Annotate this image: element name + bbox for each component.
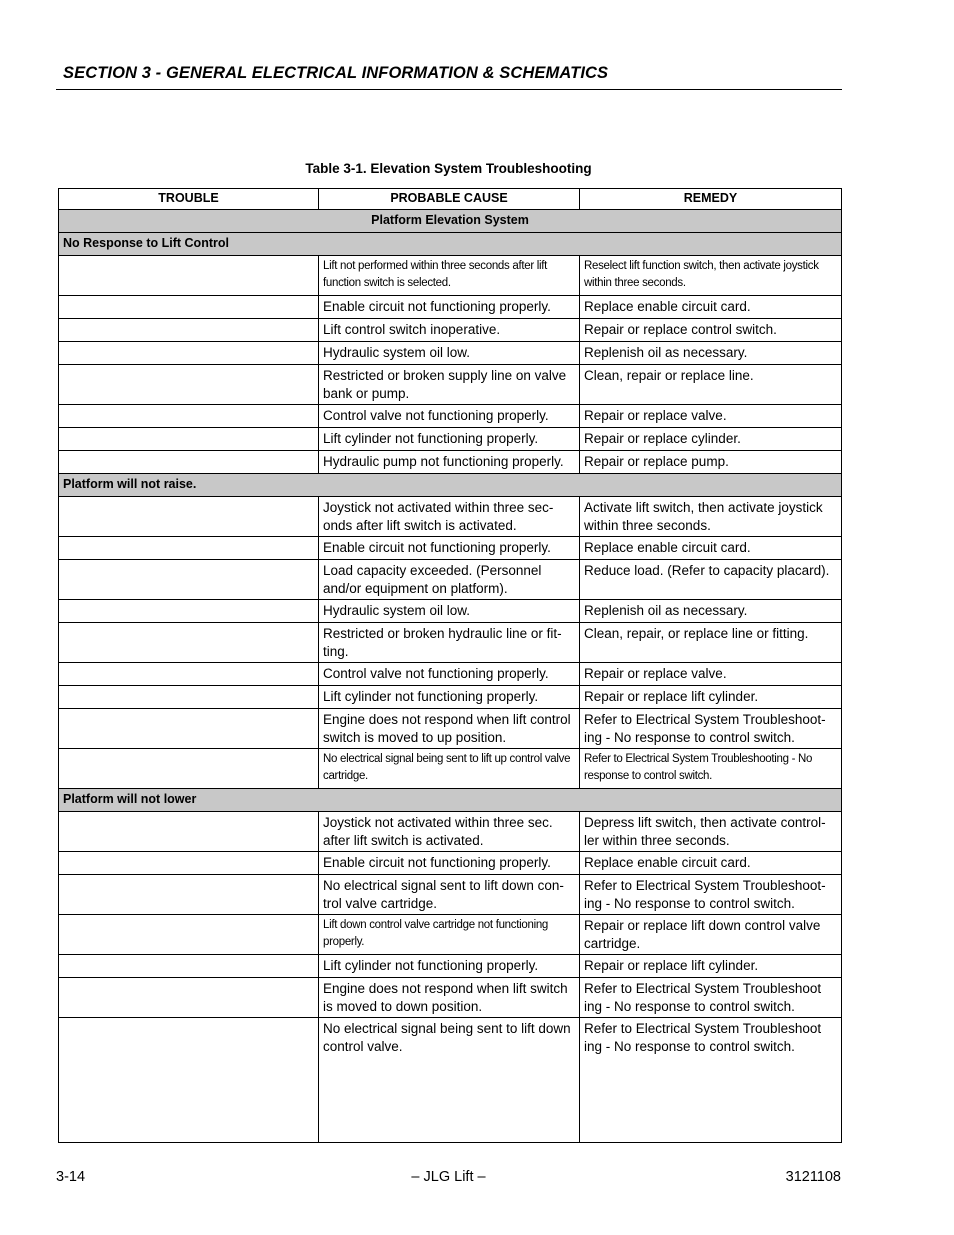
table-row <box>59 537 842 560</box>
trouble-group-row <box>59 233 842 256</box>
remedy-cell: Reduce load. (Refer to capacity placard). <box>580 560 842 600</box>
trouble-cell <box>59 428 319 451</box>
remedy-cell: Replace enable circuit card. <box>580 296 842 319</box>
trouble-group-row <box>59 789 842 812</box>
remedy-cell: Replace enable circuit card. <box>580 537 842 560</box>
table-row <box>59 405 842 428</box>
remedy-cell: Repair or replace lift cylinder. <box>580 955 842 978</box>
remedy-cell: Repair or replace pump. <box>580 451 842 474</box>
trouble-heading: No Response to Lift Control <box>59 233 842 256</box>
trouble-cell <box>59 852 319 875</box>
column-header-trouble: TROUBLE <box>59 189 319 210</box>
table-row <box>59 600 842 623</box>
cause-cell: Engine does not respond when lift control switch is moved to up position. <box>319 709 580 749</box>
table-row <box>59 1018 842 1143</box>
page-number: 3-14 <box>56 1169 86 1185</box>
remedy-cell: Clean, repair or replace line. <box>580 365 842 405</box>
cause-cell: Restricted or broken supply line on valve bank or pump. <box>319 365 580 405</box>
table-row <box>59 497 842 537</box>
table-row <box>59 428 842 451</box>
table-row <box>59 875 842 915</box>
cause-cell: Control valve not functioning properly. <box>319 663 580 686</box>
table-row <box>59 451 842 474</box>
remedy-cell: Refer to Electrical System Troubleshooting - No response to control switch. <box>580 749 842 789</box>
table-row <box>59 623 842 663</box>
trouble-cell <box>59 709 319 749</box>
remedy-cell: Refer to Electrical System Troubleshoot-ing - No response to control switch. <box>580 709 842 749</box>
remedy-cell: Repair or replace control switch. <box>580 319 842 342</box>
table-title-text: Table 3-1. Elevation System Troubleshooting <box>305 161 592 176</box>
cause-cell: Hydraulic system oil low. <box>319 342 580 365</box>
trouble-cell <box>59 875 319 915</box>
cause-cell: No electrical signal being sent to lift up control valve cartridge. <box>319 749 580 789</box>
table-row <box>59 365 842 405</box>
table-row <box>59 709 842 749</box>
trouble-cell <box>59 537 319 560</box>
cause-cell: Hydraulic system oil low. <box>319 600 580 623</box>
table-row <box>59 256 842 296</box>
table-row <box>59 852 842 875</box>
cause-cell: Joystick not activated within three sec-onds after lift switch is activated. <box>319 497 580 537</box>
section-title: SECTION 3 - GENERAL ELECTRICAL INFORMATION & SCHEMATICS <box>63 64 609 82</box>
remedy-cell: Repair or replace lift down control valve cartridge. <box>580 915 842 955</box>
column-header-cause: PROBABLE CAUSE <box>319 189 580 210</box>
table-row <box>59 296 842 319</box>
cause-cell: No electrical signal being sent to lift down control valve. <box>319 1018 580 1143</box>
trouble-cell <box>59 405 319 428</box>
table-title <box>0 161 897 176</box>
remedy-cell: Refer to Electrical System Troubleshoot ing - No response to control switch. <box>580 1018 842 1143</box>
cause-cell: No electrical signal sent to lift down con-trol valve cartridge. <box>319 875 580 915</box>
cause-cell: Engine does not respond when lift switch is moved to down position. <box>319 978 580 1018</box>
cause-cell: Hydraulic pump not functioning properly. <box>319 451 580 474</box>
table-header-row <box>59 189 842 210</box>
trouble-cell <box>59 497 319 537</box>
system-heading-row <box>59 210 842 233</box>
trouble-cell <box>59 623 319 663</box>
table-row <box>59 955 842 978</box>
cause-cell: Lift cylinder not functioning properly. <box>319 428 580 451</box>
trouble-cell <box>59 978 319 1018</box>
trouble-cell <box>59 955 319 978</box>
header-rule <box>56 89 842 90</box>
remedy-cell: Replace enable circuit card. <box>580 852 842 875</box>
remedy-cell: Replenish oil as necessary. <box>580 600 842 623</box>
table-row <box>59 342 842 365</box>
remedy-cell: Depress lift switch, then activate control-ler within three seconds. <box>580 812 842 852</box>
trouble-cell <box>59 342 319 365</box>
trouble-heading: Platform will not lower <box>59 789 842 812</box>
cause-cell: Lift control switch inoperative. <box>319 319 580 342</box>
table-row <box>59 915 842 955</box>
table-row <box>59 663 842 686</box>
column-header-remedy: REMEDY <box>580 189 842 210</box>
cause-cell: Lift cylinder not functioning properly. <box>319 955 580 978</box>
trouble-cell <box>59 915 319 955</box>
remedy-cell: Repair or replace valve. <box>580 405 842 428</box>
remedy-cell: Repair or replace valve. <box>580 663 842 686</box>
footer-center-text: – JLG Lift – <box>411 1169 486 1185</box>
cause-cell: Enable circuit not functioning properly. <box>319 296 580 319</box>
trouble-cell <box>59 600 319 623</box>
remedy-cell: Repair or replace lift cylinder. <box>580 686 842 709</box>
remedy-cell: Reselect lift function switch, then activate joystick within three seconds. <box>580 256 842 296</box>
trouble-cell <box>59 365 319 405</box>
cause-cell: Enable circuit not functioning properly. <box>319 852 580 875</box>
cause-cell: Load capacity exceeded. (Personnel and/or equipment on platform). <box>319 560 580 600</box>
document-number: 3121108 <box>785 1169 841 1185</box>
remedy-cell: Refer to Electrical System Troubleshoot ing - No response to control switch. <box>580 978 842 1018</box>
cause-cell: Lift not performed within three seconds after lift function switch is selected. <box>319 256 580 296</box>
trouble-group-row <box>59 474 842 497</box>
remedy-cell: Repair or replace cylinder. <box>580 428 842 451</box>
cause-cell: Joystick not activated within three sec. after lift switch is activated. <box>319 812 580 852</box>
trouble-cell <box>59 686 319 709</box>
system-heading: Platform Elevation System <box>59 210 842 233</box>
trouble-cell <box>59 256 319 296</box>
remedy-cell: Replenish oil as necessary. <box>580 342 842 365</box>
troubleshooting-table <box>58 188 842 1143</box>
cause-cell: Enable circuit not functioning properly. <box>319 537 580 560</box>
cause-cell: Lift cylinder not functioning properly. <box>319 686 580 709</box>
trouble-cell <box>59 451 319 474</box>
trouble-cell <box>59 663 319 686</box>
remedy-cell: Activate lift switch, then activate joystick within three seconds. <box>580 497 842 537</box>
remedy-cell: Clean, repair, or replace line or fitting. <box>580 623 842 663</box>
table-row <box>59 978 842 1018</box>
table-row <box>59 319 842 342</box>
cause-cell: Lift down control valve cartridge not functioning properly. <box>319 915 580 955</box>
remedy-cell: Refer to Electrical System Troubleshoot-ing - No response to control switch. <box>580 875 842 915</box>
trouble-cell <box>59 319 319 342</box>
trouble-heading: Platform will not raise. <box>59 474 842 497</box>
table-row <box>59 560 842 600</box>
table-row <box>59 686 842 709</box>
cause-cell: Restricted or broken hydraulic line or fit-ting. <box>319 623 580 663</box>
table-row <box>59 749 842 789</box>
table-row <box>59 812 842 852</box>
trouble-cell <box>59 1018 319 1143</box>
trouble-cell <box>59 749 319 789</box>
trouble-cell <box>59 560 319 600</box>
cause-cell: Control valve not functioning properly. <box>319 405 580 428</box>
trouble-cell <box>59 812 319 852</box>
trouble-cell <box>59 296 319 319</box>
